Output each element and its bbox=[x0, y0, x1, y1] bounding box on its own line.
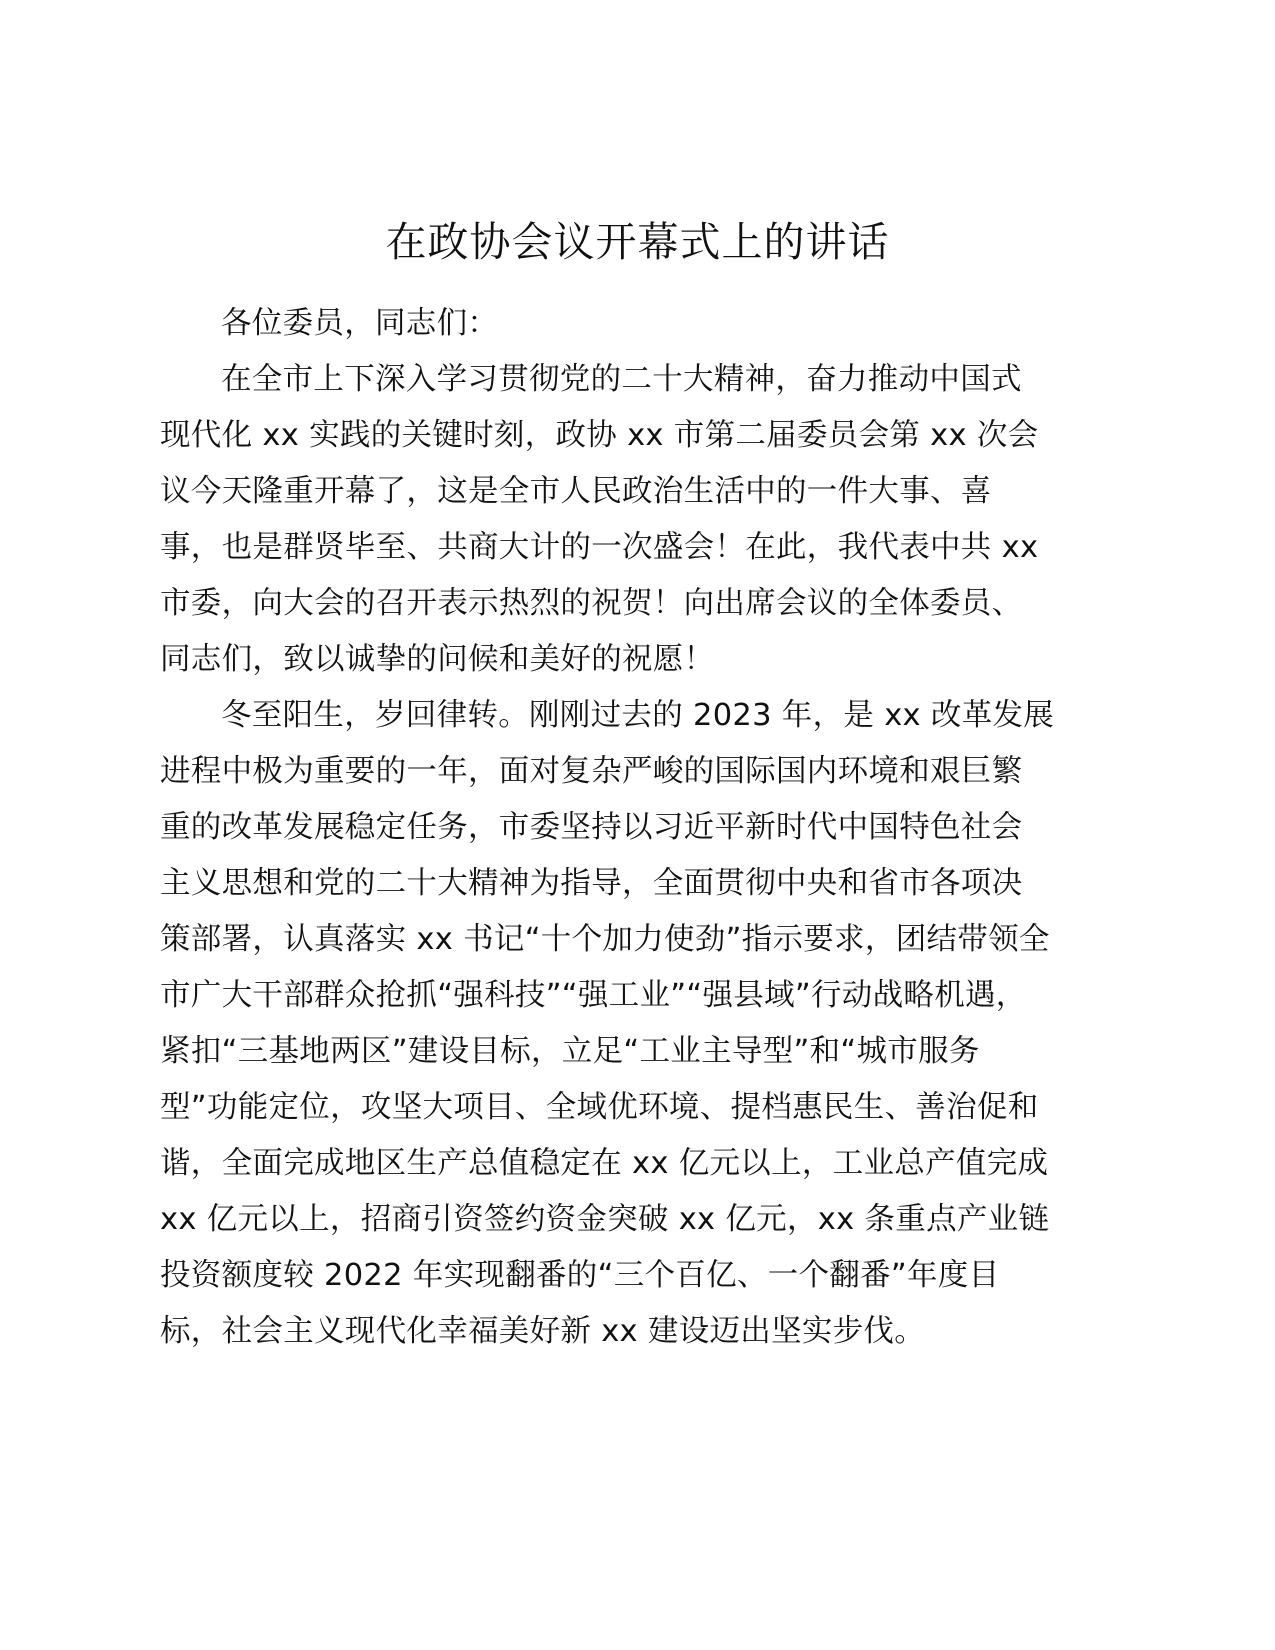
paragraph-2-line: 重的改革发展稳定任务，市委坚持以习近平新时代中国特色社会 bbox=[160, 810, 1023, 845]
salutation: 各位委员，同志们： bbox=[221, 306, 499, 341]
paragraph-2-line: 紧扣“三基地两区”建设目标，立足“工业主导型”和“城市服务 bbox=[160, 1034, 980, 1069]
paragraph-2-line: 进程中极为重要的一年，面对复杂严峻的国际国内环境和艰巨繁 bbox=[160, 754, 1023, 789]
paragraph-2-line: 投资额度较 2022 年实现翻番的“三个百亿、一个翻番”年度目 bbox=[160, 1258, 1000, 1293]
paragraph-2-line: 谐，全面完成地区生产总值稳定在 xx 亿元以上，工业总产值完成 bbox=[160, 1146, 1049, 1181]
paragraph-1-line: 现代化 xx 实践的关键时刻，政协 xx 市第二届委员会第 xx 次会 bbox=[160, 418, 1039, 453]
paragraph-1-line: 在全市上下深入学习贯彻党的二十大精神，奋力推动中国式 bbox=[221, 362, 1022, 397]
paragraph-2-line: 型”功能定位，攻坚大项目、全域优环境、提档惠民生、善治促和 bbox=[160, 1090, 1039, 1125]
paragraph-2-line: xx 亿元以上，招商引资签约资金突破 xx 亿元，xx 条重点产业链 bbox=[160, 1202, 1050, 1237]
paragraph-1-line: 市委，向大会的召开表示热烈的祝贺！向出席会议的全体委员、 bbox=[160, 586, 1023, 621]
paragraph-1-line: 事，也是群贤毕至、共商大计的一次盛会！在此，我代表中共 xx bbox=[160, 530, 1039, 565]
paragraph-2-line: 主义思想和党的二十大精神为指导，全面贯彻中央和省市各项决 bbox=[160, 866, 1023, 901]
paragraph-2-line: 市广大干部群众抢抓“强科技”“强工业”“强县域”行动战略机遇， bbox=[160, 978, 1027, 1013]
paragraph-2-line: 策部署，认真落实 xx 书记“十个加力使劲”指示要求，团结带领全 bbox=[160, 922, 1050, 957]
document-body bbox=[160, 296, 1075, 1360]
document-title: 在政协会议开幕式上的讲话 bbox=[385, 218, 890, 266]
paragraph-1-line: 同志们，致以诚挚的问候和美好的祝愿！ bbox=[160, 642, 715, 677]
paragraph-2-line: 标，社会主义现代化幸福美好新 xx 建设迈出坚实步伐。 bbox=[160, 1314, 926, 1349]
paragraph-2-line: 冬至阳生，岁回律转。刚刚过去的 2023 年，是 xx 改革发展 bbox=[221, 698, 1055, 733]
paragraph-1-line: 议今天隆重开幕了，这是全市人民政治生活中的一件大事、喜 bbox=[160, 474, 992, 509]
